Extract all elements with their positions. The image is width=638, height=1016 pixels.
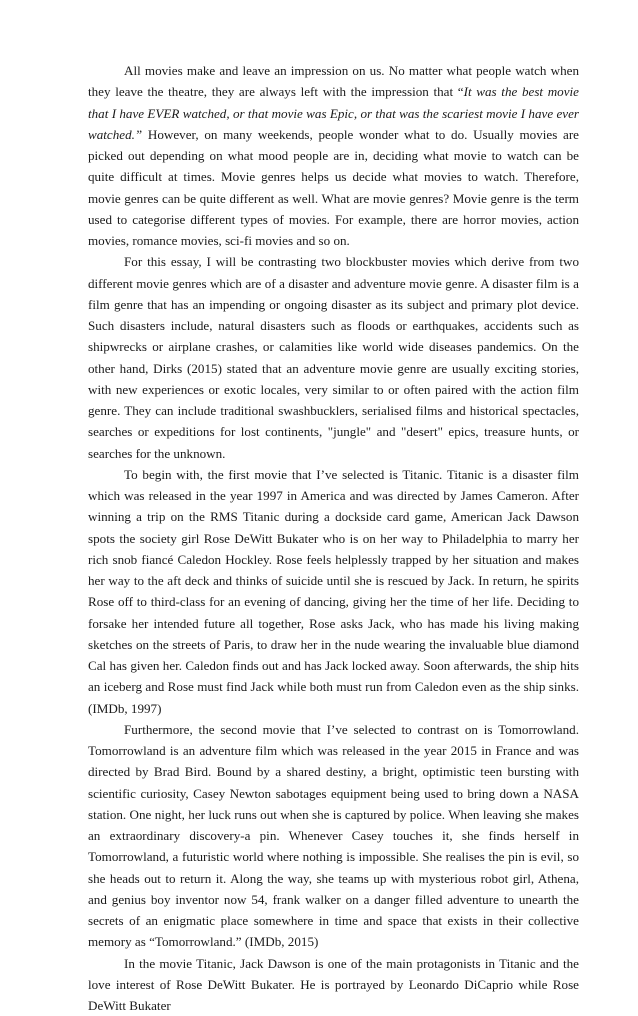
- intro-text-start: All movies make and leave an impression on us. No matter what people watch when they leave the theatre, they are always left with the impression that “: [88, 63, 579, 99]
- paragraph-characters: In the movie Titanic, Jack Dawson is one of the main protagonists in Titanic and the love interest of Rose DeWitt Bukater. He is portrayed by Leonardo DiCaprio while Rose DeWitt Bukater: [88, 953, 579, 1016]
- paragraph-genres: For this essay, I will be contrasting two blockbuster movies which derive from two different movie genres which are of a disaster and adventure movie genre. A disaster film is a film genre that has an impending or ongoing disaster as its subject and primary plot device. Such disasters include, natural disasters such as floods or earthquakes, accidents such as shipwrecks or airplane crashes, or calamities like world wide diseases pandemics. On the other hand, Dirks (2015) stated that an adventure movie genre are usually exciting stories, with new experiences or exotic locales, very similar to or often paired with the action film genre. They can include traditional swashbucklers, serialised films and historical spectacles, searches or expeditions for lost continents, "jungle" and "desert" epics, treasure hunts, or searches for the unknown.: [88, 251, 579, 464]
- essay-body: [88, 60, 579, 1016]
- paragraph-tomorrowland: Furthermore, the second movie that I’ve selected to contrast on is Tomorrowland. Tomorrowland is an adventure film which was released in the year 2015 in France and was directed by Brad Bird. Bound by a shared destiny, a bright, optimistic teen bursting with scientific curiosity, Casey Newton sabotages equipment being used to bring down a NASA station. One night, her luck runs out when she is captured by police. When leaving she makes an extraordinary discovery-a pin. Whenever Casey touches it, she finds herself in Tomorrowland, a futuristic world where nothing is impossible. She realises the pin is evil, so she heads out to return it. Along the way, she teams up with mysterious robot girl, Athena, and genius boy inventor now 54, frank walker on a danger filled adventure to unearth the secrets of an enigmatic place somewhere in time and space that exists in their collective memory as “Tomorrowland.” (IMDb, 2015): [88, 719, 579, 953]
- paragraph-introduction: [88, 60, 579, 251]
- paragraph-titanic: To begin with, the first movie that I’ve selected is Titanic. Titanic is a disaster film which was released in the year 1997 in America and was directed by James Cameron. After winning a trip on the RMS Titanic during a dockside card game, American Jack Dawson spots the society girl Rose DeWitt Bukater who is on her way to Philadelphia to marry her rich snob fiancé Caledon Hockley. Rose feels helplessly trapped by her situation and makes her way to the aft deck and thinks of suicide until she is rescued by Jack. In return, he spirits Rose off to third-class for an evening of dancing, giving her the time of her life. Deciding to forsake her intended future all together, Rose asks Jack, who has made his living making sketches on the streets of Paris, to draw her in the nude wearing the invaluable blue diamond Cal has given her. Caledon finds out and has Jack locked away. Soon afterwards, the ship hits an iceberg and Rose must find Jack while both must run from Caledon even as the ship sinks. (IMDb, 1997): [88, 464, 579, 719]
- intro-text-end: However, on many weekends, people wonder what to do. Usually movies are picked out depending on what mood people are in, deciding what movie to watch can be quite difficult at times. Movie genres helps us decide what movies to watch. Therefore, movie genres can be quite different as well. What are movie genres? Movie genre is the term used to categorise different types of movies. For example, there are horror movies, action movies, romance movies, sci-fi movies and so on.: [88, 127, 579, 248]
- intro-quote-italic: It was the best movie that I have EVER watched, or that movie was Epic, or that was the scariest movie I have ever watched.”: [88, 84, 579, 142]
